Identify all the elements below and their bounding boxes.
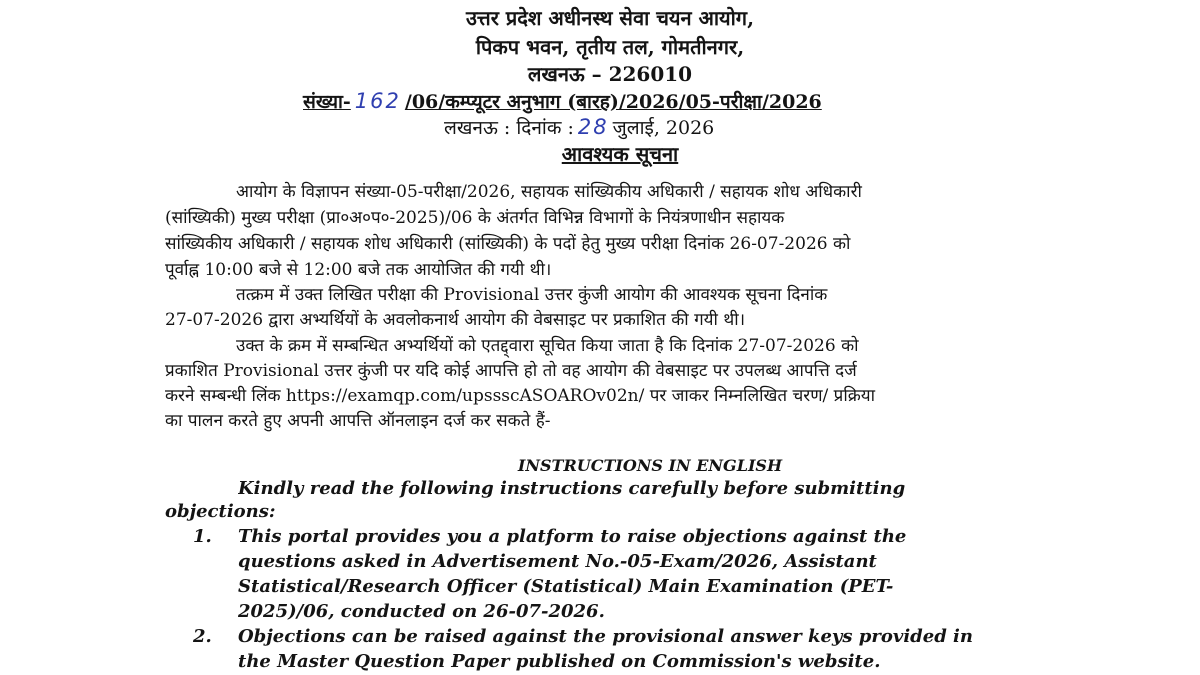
- english-intro-line1: Kindly read the following instructions carefully before submitting: [238, 478, 906, 499]
- hindi-p3-line1: उक्त के क्रम में सम्बन्धित अभ्यर्थियों को एतद्द्वारा सूचित किया जाता है कि दिनांक 27-07-2026 को: [236, 336, 859, 356]
- hindi-p1-line3: सांख्यिकीय अधिकारी / सहायक शोध अधिकारी (सांख्यिकी) के पदों हेतु मुख्य परीक्षा दिनांक 26-07-2026 को: [165, 234, 851, 254]
- date-suffix: जुलाई, 2026: [612, 117, 715, 139]
- instruction-1-line2: questions asked in Advertisement No.-05-Exam/2026, Assistant: [238, 551, 877, 572]
- hindi-p1-line1: आयोग के विज्ञापन संख्या-05-परीक्षा/2026, सहायक सांख्यिकीय अधिकारी / सहायक शोध अधिकारी: [236, 182, 862, 202]
- header-address: पिकप भवन, तृतीय तल, गोमतीनगर,: [475, 35, 745, 59]
- english-instructions-title: INSTRUCTIONS IN ENGLISH: [517, 456, 783, 475]
- reference-prefix: संख्या-: [303, 91, 351, 113]
- hindi-p1-line4: पूर्वाह्न 10:00 बजे से 12:00 बजे तक आयोजित की गयी थी।: [165, 260, 552, 280]
- reference-number: [303, 89, 822, 114]
- handwritten-date-day: 28: [577, 115, 609, 139]
- header-commission-name: उत्तर प्रदेश अधीनस्थ सेवा चयन आयोग,: [465, 6, 755, 30]
- notice-title: आवश्यक सूचना: [561, 142, 679, 166]
- handwritten-reference-number: 162: [354, 89, 401, 113]
- instruction-2-line1: Objections can be raised against the provisional answer keys provided in: [238, 626, 973, 647]
- hindi-p2-line2: 27-07-2026 द्वारा अभ्यर्थियों के अवलोकनार्थ आयोग की वेबसाइट पर प्रकाशित की गयी थी।: [165, 310, 746, 330]
- instruction-2-number: 2.: [193, 626, 212, 647]
- header-city-pin: लखनऊ – 226010: [527, 62, 693, 86]
- notice-date: [444, 114, 714, 141]
- instruction-1-line1: This portal provides you a platform to raise objections against the: [238, 526, 907, 547]
- hindi-p3-line4: का पालन करते हुए अपनी आपत्ति ऑनलाइन दर्ज कर सकते हैं-: [165, 411, 551, 431]
- instruction-2-line2: the Master Question Paper published on Commission's website.: [238, 651, 881, 672]
- hindi-p1-line2: (सांख्यिकी) मुख्य परीक्षा (प्रा०अ०प०-2025)/06 के अंतर्गत विभिन्न विभागों के नियंत्रणाधीन सहायक: [165, 208, 785, 228]
- hindi-p2-line1: तत्क्रम में उक्त लिखित परीक्षा की Provisional उत्तर कुंजी आयोग की आवश्यक सूचना दिनांक: [236, 285, 828, 305]
- instruction-1-line3: Statistical/Research Officer (Statistical) Main Examination (PET-: [238, 576, 894, 597]
- english-intro-line2: objections:: [165, 501, 276, 522]
- hindi-p3-line3: करने सम्बन्धी लिंक https://examqp.com/upssscASOAROv02n/ पर जाकर निम्नलिखित चरण/ प्रक्रिया: [165, 386, 876, 406]
- date-prefix: लखनऊ : दिनांक :: [444, 117, 574, 139]
- instruction-1-line4: 2025)/06, conducted on 26-07-2026.: [238, 601, 605, 622]
- hindi-p3-line2: प्रकाशित Provisional उत्तर कुंजी पर यदि कोई आपत्ति हो तो वह आयोग की वेबसाइट पर उपलब्ध आपत्ति दर्ज: [165, 361, 857, 381]
- instruction-1-number: 1.: [193, 526, 212, 547]
- reference-suffix: /06/कम्प्यूटर अनुभाग (बारह)/2026/05-परीक्षा/2026: [404, 91, 822, 113]
